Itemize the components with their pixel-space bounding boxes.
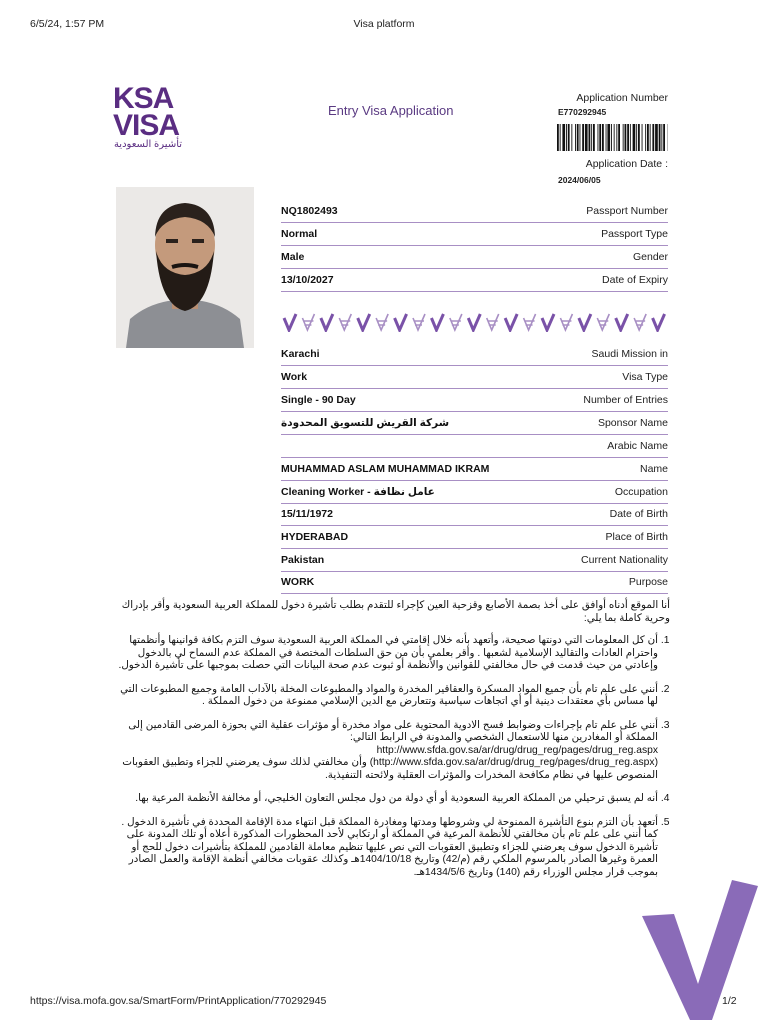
declaration-item-5: 5. أتعهد بأن التزم بنوع التأشيرة الممنوحة لي وشروطها ومدتها ومغادرة المملكة قبل انتهاء مدة الإقامة المحددة في تأشيرة الدخول . كما أنني على علم تام بأن مخالفتي للأنظمة المرعية في المملكة أو ارتكابي لأحد المحظورات المذكورة أعلاه أو تلك المدونة على تأشيرة الدخول سوف يعرضني للجزاء وتطبيق العقوبات التي نص عليها تنظيم معاملة القادمين للمملكة بتأشيرات دخول للحج أو العمرة وغيرها الصادر بالمرسوم الملكي رقم (م/42) وتاريخ 1404/10/18هـ وكذلك عقوبات مخالفي أنظمة الإقامة والعمل الصادر بموجب قرار مجلس الوزراء رقم (140) وتاريخ 1434/5/6هـ. xyxy=(116,817,658,880)
declaration-item-3-text: أنني على علم تام بإجراءات وضوابط فسح الادوية المحتوية على مواد مخدرة أو مؤثرات عقلية التي بحوزة المرضى القادمين إلى المملكة أو المغادرين منها للاستعمال الشخصي والمدونة في الرابط التالي: xyxy=(128,719,658,743)
row-arabic-name xyxy=(281,435,668,458)
check-mark-icon xyxy=(560,314,572,330)
check-mark-icon xyxy=(431,314,443,330)
visa-type-label: Visa Type xyxy=(622,371,668,383)
declaration-item-3 xyxy=(116,720,658,783)
row-passport-type xyxy=(281,223,668,246)
check-mark-icon xyxy=(395,314,407,330)
place-of-birth-value: HYDERABAD xyxy=(281,531,349,543)
declaration-item-3-text-cont: (http://www.sfda.gov.sa/ar/drug/drug_reg/pages/drug_reg.aspx) وأن مخالفتي لذلك سوف يعرضني للجزاء وتطبيق العقوبات المنصوص عليها في نظام مكافحة المخدرات والمؤثرات العقلية ولائحته التنفيذية. xyxy=(122,757,658,781)
sfda-link[interactable]: http://www.sfda.gov.sa/ar/drug/drug_reg/pages/drug_reg.aspx xyxy=(376,744,658,756)
application-date-label: : Application Date xyxy=(585,158,668,170)
date-of-birth-value: 15/11/1972 xyxy=(281,508,333,520)
row-gender xyxy=(281,246,668,269)
check-mark-icon xyxy=(321,314,333,330)
application-date: 2024/06/05 xyxy=(558,175,601,185)
current-nationality-label: Current Nationality xyxy=(581,554,668,566)
check-mark-icon xyxy=(413,314,425,330)
check-mark-icon xyxy=(616,314,628,330)
gender-label: Gender xyxy=(632,251,668,263)
place-of-birth-label: Place of Birth xyxy=(605,531,668,543)
occupation-label: Occupation xyxy=(614,486,668,498)
row-name xyxy=(281,458,668,481)
check-mark-icon xyxy=(634,314,646,330)
check-mark-icon xyxy=(542,314,554,330)
check-mark-icon xyxy=(597,314,609,330)
gender-value: Male xyxy=(281,251,305,263)
saudi-mission-label: Saudi Mission in xyxy=(591,348,668,360)
application-number-label: Application Number xyxy=(576,92,668,104)
logo-line1: KSA xyxy=(113,82,174,115)
row-date-of-expiry xyxy=(281,269,668,292)
row-occupation xyxy=(281,481,668,504)
print-datetime: 6/5/24, 1:57 PM xyxy=(30,18,105,30)
row-sponsor-name xyxy=(281,412,668,435)
sponsor-name-value: شركة القريش للتسويق المحدودة xyxy=(281,417,450,429)
declaration-item-2: 2. أنني على علم تام بأن جميع المواد المسكرة والعقاقير المخدرة والمواد والمطبوعات المخلة بالآداب العامة وجميع المطبوعات التي لها مساس بأي معتقدات دينية أو أي اتجاهات سياسية وتتعارض مع الدين الإسلامي ممنوعة من دخول المملكة . xyxy=(116,684,658,709)
check-mark-icon xyxy=(653,314,665,330)
date-of-expiry-value: 13/10/2027 xyxy=(281,274,334,286)
applicant-photo xyxy=(116,187,254,348)
declaration-list xyxy=(116,635,670,879)
declaration-item-1: 1. أن كل المعلومات التي دونتها صحيحة، وأتعهد بأنه خلال إقامتي في المملكة العربية السعودية سوف التزم بكافة قوانينها وأنظمتها واحترام العادات والتقاليد الإسلامية لشعبها . وأقر بعلمي بأن من حق السلطات المختصة في المملكة عدم السماح لي بالدخول وإعادتي من حيث قدمت في حال مخالفتي للقوانين والأنظمة أو ثبوت عدم صحة البيانات التي حصلت بموجبها على تأشيرة الدخول. xyxy=(116,635,658,673)
declaration-intro: أنا الموقع أدناه أوافق على أخذ بصمة الأصابع وقزحية العين كإجراء للتقدم بطلب تأشيرة دخول للمملكة العربية السعودية وأقر بإدراك وحرية كاملة بما يلي: xyxy=(121,600,670,624)
declaration xyxy=(116,600,670,890)
ksa-visa-logo xyxy=(113,82,185,150)
print-url: https://visa.mofa.gov.sa/SmartForm/PrintApplication/770292945 xyxy=(30,995,327,1007)
row-current-nationality xyxy=(281,549,668,572)
row-purpose xyxy=(281,571,668,594)
passport-type-label: Passport Type xyxy=(601,228,668,240)
saudi-mission-value: Karachi xyxy=(281,348,320,360)
application-number: E770292945 xyxy=(558,107,607,117)
arabic-name-label: Arabic Name xyxy=(607,440,668,452)
passport-number-value: NQ1802493 xyxy=(281,205,338,217)
row-place-of-birth xyxy=(281,526,668,549)
passport-number-label: Passport Number xyxy=(586,205,668,217)
date-of-birth-label: Date of Birth xyxy=(609,508,668,520)
occupation-value: Cleaning Worker - عامل نظافة xyxy=(281,486,435,498)
barcode xyxy=(557,124,668,151)
check-mark-icon xyxy=(450,314,462,330)
number-of-entries-value: Single - 90 Day xyxy=(281,394,356,406)
row-number-of-entries xyxy=(281,389,668,412)
print-page-number: 1/2 xyxy=(722,995,737,1007)
logo-line2: VISA xyxy=(113,109,180,142)
document-title: Entry Visa Application xyxy=(328,103,454,118)
row-saudi-mission xyxy=(281,343,668,366)
check-mark-icon xyxy=(505,314,517,330)
name-value: MUHAMMAD ASLAM MUHAMMAD IKRAM xyxy=(281,463,490,475)
visa-check-watermark-icon xyxy=(640,880,760,1020)
row-date-of-birth xyxy=(281,503,668,526)
check-mark-icon xyxy=(468,314,480,330)
check-mark-icon xyxy=(376,314,388,330)
name-label: Name xyxy=(639,463,668,475)
application-number-block xyxy=(558,92,668,117)
row-visa-type xyxy=(281,366,668,389)
check-mark-icon xyxy=(302,314,314,330)
row-passport-number xyxy=(281,200,668,223)
check-mark-icon xyxy=(524,314,536,330)
passport-type-value: Normal xyxy=(281,228,318,240)
visa-type-value: Work xyxy=(281,371,308,383)
date-of-expiry-label: Date of Expiry xyxy=(602,274,668,286)
logo-arabic: تأشيرة السعودية xyxy=(113,139,183,150)
check-mark-icon xyxy=(579,314,591,330)
sponsor-name-label: Sponsor Name xyxy=(597,417,668,429)
check-mark-icon xyxy=(339,314,351,330)
check-pattern-divider xyxy=(281,312,668,332)
purpose-value: WORK xyxy=(281,576,315,588)
declaration-item-4: 4. أنه لم يسبق ترحيلي من المملكة العربية السعودية أو أي دولة من دول مجلس التعاون الخليجي، أو مخالفة الأنظمة المرعية بها. xyxy=(116,793,658,806)
print-page-title: Visa platform xyxy=(353,18,415,30)
check-mark-icon xyxy=(284,314,296,330)
number-of-entries-label: Number of Entries xyxy=(583,394,668,406)
check-mark-icon xyxy=(487,314,499,330)
current-nationality-value: Pakistan xyxy=(281,554,325,566)
check-mark-icon xyxy=(358,314,370,330)
purpose-label: Purpose xyxy=(628,576,668,588)
